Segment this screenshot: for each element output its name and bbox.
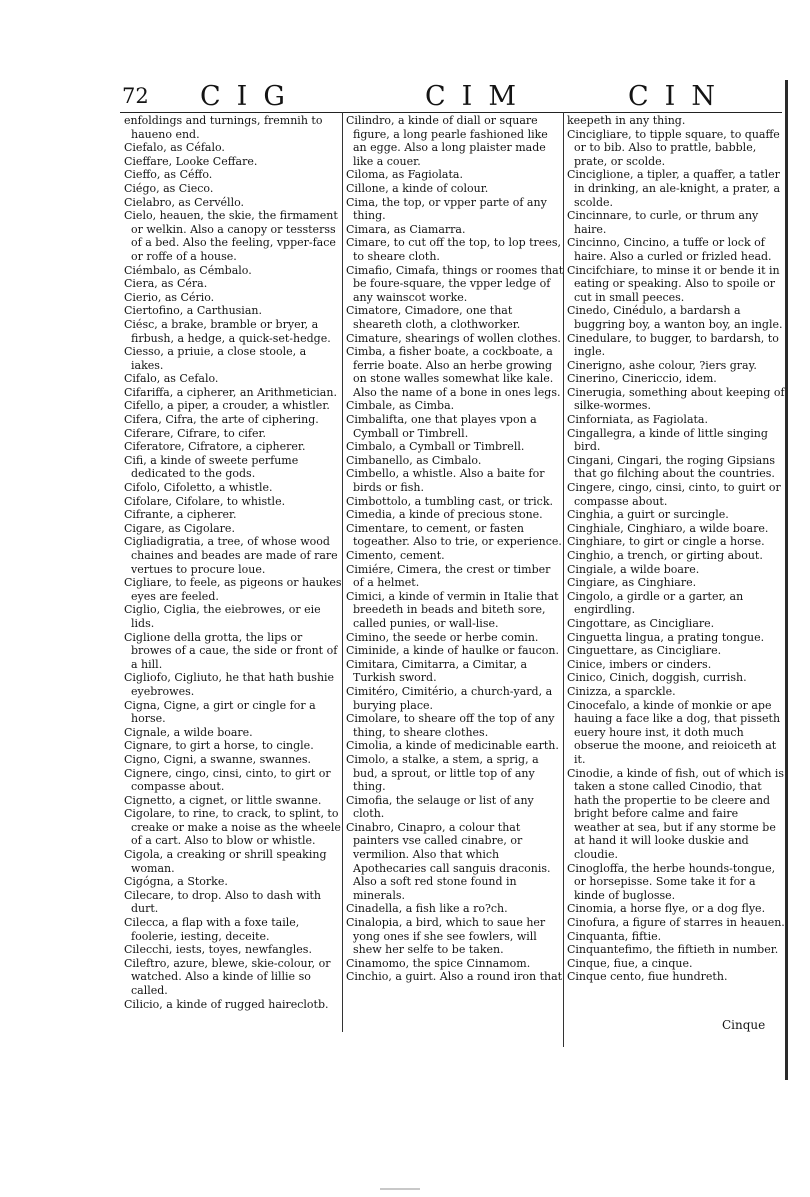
dictionary-entry: Cifolare, Cifolare, to whistle.: [124, 494, 286, 508]
dictionary-entry: Cingere, cingo, cinsi, cinto, to guirt or compasse about.: [567, 481, 781, 508]
dictionary-entry: Cilecchi, iests, toyes, newfangles.: [124, 943, 312, 957]
dictionary-entry: Ciertofino, a Carthusian.: [124, 304, 262, 318]
dictionary-entry: keepeth in any thing.: [567, 114, 686, 127]
dictionary-entry: Cimiére, Cimera, the crest or timber of a helmet.: [346, 562, 551, 590]
dictionary-entry: Cifi, a kinde of sweete perfume dedicated to the gods.: [124, 453, 299, 481]
dictionary-entry: Cielabro, as Cervéllo.: [124, 195, 245, 209]
dictionary-entry: Cifrante, a cipherer.: [124, 508, 237, 522]
dictionary-entry: Cinadella, a fish like a ro?ch.: [346, 902, 508, 916]
dictionary-entry: Cifolo, Cifoletto, a whistle.: [124, 481, 273, 495]
dictionary-entry: Cileftro, azure, blewe, skie-colour, or watched. Also a kinde of lillie so called.: [124, 956, 331, 997]
column-middle: [346, 114, 564, 984]
column-left: [124, 114, 342, 1011]
dictionary-entry: Cimba, a fisher boate, a cockboate, a ferrie boate. Also an herbe growing on stone walles somewhat like kale. Also the name of a bone in ones legs.: [346, 345, 561, 399]
dictionary-entry: Cinquanta, fiftie.: [567, 929, 662, 943]
dictionary-entry: Cinghiare, to girt or cingle a horse.: [567, 535, 765, 549]
dictionary-entry: Cifello, a piper, a crouder, a whistler.: [124, 399, 330, 413]
dictionary-entry: Ciglio, Ciglia, the eiebrowes, or eie lids.: [124, 603, 321, 630]
dictionary-entry: Cinghia, a guirt or surcingle.: [567, 508, 729, 522]
dictionary-entry: Cingiale, a wilde boare.: [567, 562, 700, 576]
dictionary-entry: Ciglione della grotta, the lips or browes of a caue, the side or front of a hill.: [124, 630, 338, 671]
dictionary-entry: Ciésc, a brake, bramble or bryer, a firbush, a hedge, a quick-set-hedge.: [124, 317, 331, 345]
dictionary-entry: Cingolo, a girdle or a garter, an engirdling.: [567, 589, 744, 617]
dictionary-entry: Cinamomo, the spice Cinnamom.: [346, 956, 531, 970]
dictionary-entry: Cigolare, to rine, to crack, to splint, to creake or make a noise as the wheele of a cart. Also to blow or whistle.: [124, 807, 341, 848]
dictionary-entry: Cinice, imbers or cinders.: [567, 657, 712, 671]
dictionary-entry: Cinizza, a sparckle.: [567, 684, 676, 698]
dictionary-entry: Cinedulare, to bugger, to bardarsh, to ingle.: [567, 331, 779, 359]
dictionary-entry: Cimbanello, as Cimbalo.: [346, 453, 482, 467]
dictionary-entry: Ciégo, as Cieco.: [124, 181, 214, 195]
dictionary-entry: Cinogloffa, the herbe hounds-tongue, or horsepisse. Some take it for a kinde of buglosse.: [567, 861, 776, 902]
dictionary-entry: Cierio, as Cério.: [124, 290, 215, 304]
dictionary-entry: Cimbalo, a Cymball or Timbrell.: [346, 440, 525, 454]
dictionary-entry: enfoldings and turnings, fremnih to haueno end.: [124, 114, 323, 141]
dictionary-entry: Cimolo, a stalke, a stem, a sprig, a bud, a sprout, or little top of any thing.: [346, 752, 539, 794]
dictionary-entry: Cieffo, as Céffo.: [124, 168, 213, 182]
headword-left: CIG: [200, 81, 301, 112]
dictionary-entry: Cimare, to cut off the top, to lop trees, to sheare cloth.: [346, 236, 561, 263]
dictionary-entry: Ciefalo, as Céfalo.: [124, 141, 225, 155]
scan-mark: [380, 1188, 420, 1190]
header-rule: [120, 112, 782, 113]
dictionary-entry: Cinalopia, a bird, which to saue her yong ones if she see fowlers, will shew her selfe to be taken.: [346, 916, 546, 957]
dictionary-entry: Cignere, cingo, cinsi, cinto, to girt or compasse about.: [124, 766, 331, 794]
column-divider: [342, 112, 343, 1032]
dictionary-entry: Cigliare, to feele, as pigeons or haukes eyes are feeled.: [124, 576, 342, 603]
dictionary-entry: Cimino, the seede or herbe comin.: [346, 630, 539, 644]
dictionary-entry: Cigliofo, Cigliuto, he that hath bushie eyebrowes.: [124, 671, 335, 698]
dictionary-entry: Ciémbalo, as Cémbalo.: [124, 263, 252, 277]
dictionary-entry: Cinquantefimo, the fiftieth in number.: [567, 943, 779, 957]
dictionary-entry: Cigógna, a Storke.: [124, 875, 228, 889]
dictionary-entry: Cilecare, to drop. Also to dash with durt.: [124, 888, 321, 916]
dictionary-entry: Cimature, shearings of wollen clothes.: [346, 331, 561, 345]
dictionary-entry: Cinocefalo, a kinde of monkie or ape hauing a face like a dog, that pisseth euery houre inst, it doth much obserue the moone, and reioiceth at it.: [567, 698, 781, 766]
dictionary-entry: Cinerugia, something about keeping of silke-wormes.: [567, 385, 785, 413]
dictionary-entry: Cifera, Cifra, the arte of ciphering.: [124, 413, 319, 427]
dictionary-entry: Cilecca, a flap with a foxe taile, foolerie, iesting, deceite.: [124, 916, 300, 943]
dictionary-entry: Cigola, a creaking or shrill speaking woman.: [124, 848, 327, 875]
dictionary-entry: Cignetto, a cignet, or little swanne.: [124, 793, 322, 807]
dictionary-entry: Cimento, cement.: [346, 549, 445, 562]
dictionary-entry: Cimara, as Ciamarra.: [346, 222, 466, 236]
dictionary-entry: Cigna, Cigne, a girt or cingle for a horse.: [124, 698, 316, 726]
dictionary-entry: Cinque cento, fiue hundreth.: [567, 970, 728, 984]
dictionary-entry: Cinofura, a figure of starres in heauen.: [567, 916, 785, 930]
dictionary-entry: Cigno, Cigni, a swanne, swannes.: [124, 752, 312, 766]
dictionary-entry: Cillone, a kinde of colour.: [346, 181, 489, 195]
page-number: 72: [122, 84, 149, 108]
dictionary-entry: Cielo, heauen, the skie, the firmament or welkin. Also a canopy or tessterss of a bed. Also the feeling, vpper-face or roffe of a house.: [124, 209, 338, 263]
page-edge-rule: [785, 80, 788, 1080]
dictionary-entry: Cingottare, as Cincigliare.: [567, 616, 715, 630]
dictionary-entry: Cinerigno, ashe colour, ?iers gray.: [567, 358, 757, 372]
dictionary-entry: Cimbale, as Cimba.: [346, 399, 455, 413]
dictionary-entry: Cifariffa, a cipherer, an Arithmetician.: [124, 385, 337, 399]
dictionary-entry: Cinerino, Cinericcio, idem.: [567, 372, 717, 386]
dictionary-entry: Cigliadigratia, a tree, of whose wood chaines and beades are made of rare vertues to procure loue.: [124, 535, 338, 576]
dictionary-entry: Cimolare, to sheare off the top of any thing, to sheare clothes.: [346, 712, 555, 739]
dictionary-entry: Cinciglione, a tipler, a quaffer, a tatler in drinking, an ale-knight, a prater, a scolde.: [567, 168, 780, 209]
dictionary-entry: Cinedo, Cinédulo, a bardarsh a buggring boy, a wanton boy, an ingle.: [567, 304, 783, 331]
dictionary-entry: Cincigliare, to tipple square, to quaffe or to bib. Also to prattle, babble, prate, or scolde.: [567, 127, 780, 168]
dictionary-entry: Ciloma, as Fagiolata.: [346, 168, 463, 182]
dictionary-entry: Cinghiale, Cinghiaro, a wilde boare.: [567, 521, 769, 535]
running-header: [120, 76, 785, 112]
dictionary-entry: Cinchio, a guirt. Also a round iron that: [346, 970, 563, 984]
dictionary-entry: Cinguetta lingua, a prating tongue.: [567, 630, 765, 644]
dictionary-entry: Cimatore, Cimadore, one that sheareth cloth, a clothworker.: [346, 304, 521, 331]
dictionary-entry: Cimbello, a whistle. Also a baite for birds or fish.: [346, 467, 545, 495]
dictionary-entry: Cigare, as Cigolare.: [124, 521, 235, 535]
dictionary-entry: Ciferatore, Cifratore, a cipherer.: [124, 440, 306, 454]
headword-middle: CIM: [425, 81, 532, 112]
column-right: [567, 114, 785, 984]
dictionary-entry: Cimentare, to cement, or fasten togeather. Also to trie, or experience.: [346, 521, 562, 549]
dictionary-entry: Cinforniata, as Fagiolata.: [567, 413, 708, 427]
headword-right: CIN: [628, 81, 731, 112]
dictionary-entry: Cifalo, as Cefalo.: [124, 372, 219, 386]
dictionary-entry: Cincifchiare, to minse it or bende it in eating or speaking. Also to spoile or cut in small peeces.: [567, 263, 780, 304]
dictionary-entry: Cilindro, a kinde of diall or square figure, a long pearle fashioned like an egge. Also a long plaister made like a couer.: [346, 114, 548, 168]
dictionary-entry: Cimbalifta, one that playes vpon a Cymball or Timbrell.: [346, 413, 537, 440]
dictionary-entry: Ciesso, a priuie, a close stoole, a iakes.: [124, 345, 307, 372]
dictionary-entry: Cimedia, a kinde of precious stone.: [346, 508, 543, 522]
dictionary-entry: Cincinnare, to curle, or thrum any haire.: [567, 209, 759, 236]
dictionary-entry: Cignale, a wilde boare.: [124, 725, 253, 739]
dictionary-entry: Cimitara, Cimitarra, a Cimitar, a Turkish sword.: [346, 657, 528, 685]
dictionary-entry: Cimbottolo, a tumbling cast, or trick.: [346, 494, 553, 508]
dictionary-entry: Cignare, to girt a horse, to cingle.: [124, 739, 314, 753]
dictionary-entry: Cinico, Cinich, doggish, currish.: [567, 671, 747, 685]
dictionary-entry: Cingallegra, a kinde of little singing bird.: [567, 426, 768, 454]
dictionary-entry: Ciferare, Cifrare, to cifer.: [124, 426, 267, 440]
dictionary-entry: Cimofia, the selauge or list of any cloth.: [346, 793, 534, 821]
dictionary-entry: Cinodie, a kinde of fish, out of which is taken a stone called Cinodio, that hath the propertie to be cleere and bright before calme and faire weather at sea, but if any storme be at hand it will looke duskie and cloudie.: [567, 766, 785, 862]
dictionary-entry: Cingani, Cingari, the roging Gipsians that go filching about the countries.: [567, 453, 775, 481]
dictionary-entry: Cinguettare, as Cincigliare.: [567, 644, 722, 658]
dictionary-entry: Cinomia, a horse flye, or a dog flye.: [567, 902, 766, 916]
dictionary-entry: Cilicio, a kinde of rugged haireclotb.: [124, 997, 329, 1011]
dictionary-entry: Cincinno, Cincino, a tuffe or lock of haire. Also a curled or frizled head.: [567, 236, 772, 263]
catchword: Cinque: [722, 1018, 766, 1032]
dictionary-entry: Cinghio, a trench, or girting about.: [567, 549, 763, 562]
dictionary-entry: Cieffare, Looke Ceffare.: [124, 154, 258, 168]
dictionary-entry: Cima, the top, or vpper parte of any thing.: [346, 195, 547, 223]
dictionary-entry: Cimitéro, Cimitério, a church-yard, a burying place.: [346, 684, 553, 712]
dictionary-entry: Cinque, fiue, a cinque.: [567, 956, 693, 970]
dictionary-entry: Ciera, as Céra.: [124, 277, 208, 291]
dictionary-entry: Cimici, a kinde of vermin in Italie that breedeth in beads and biteth sore, called punies, or wall-lise.: [346, 589, 559, 630]
dictionary-entry: Ciminide, a kinde of haulke or faucon.: [346, 644, 559, 658]
dictionary-entry: Cimolia, a kinde of medicinable earth.: [346, 739, 559, 753]
dictionary-entry: Cingiare, as Cinghiare.: [567, 576, 697, 590]
dictionary-entry: Cinabro, Cinapro, a colour that painters vse called cinabre, or vermilion. Also that which Apothecaries call sanguis draconis. Also a soft red stone found in minerals.: [346, 820, 551, 902]
dictionary-entry: Cimafio, Cimafa, things or roomes that be foure-square, the vpper ledge of any wainscot worke.: [346, 263, 564, 304]
